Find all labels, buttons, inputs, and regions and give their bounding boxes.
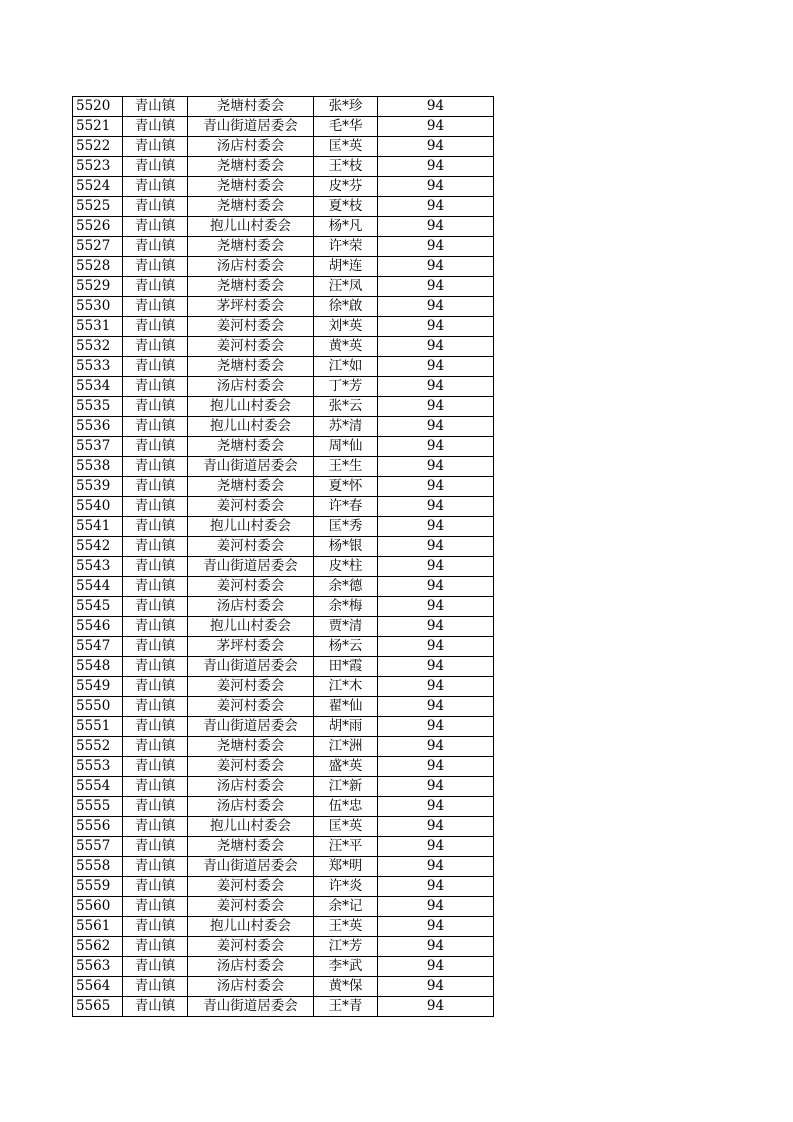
row-id-cell: 5559 (73, 877, 123, 897)
score-cell: 94 (378, 357, 494, 377)
row-id-cell: 5540 (73, 497, 123, 517)
row-id-cell: 5523 (73, 157, 123, 177)
score-cell: 94 (378, 817, 494, 837)
table-row (73, 117, 494, 137)
table-row (73, 757, 494, 777)
table-row (73, 977, 494, 997)
row-id-cell: 5560 (73, 897, 123, 917)
row-id-cell: 5542 (73, 537, 123, 557)
committee-cell: 姜河村委会 (188, 877, 314, 897)
row-id-cell: 5557 (73, 837, 123, 857)
name-cell: 张*云 (314, 397, 378, 417)
town-cell: 青山镇 (123, 897, 188, 917)
score-cell: 94 (378, 137, 494, 157)
name-cell: 苏*清 (314, 417, 378, 437)
name-cell: 江*如 (314, 357, 378, 377)
committee-cell: 汤店村委会 (188, 977, 314, 997)
score-cell: 94 (378, 157, 494, 177)
row-id-cell: 5526 (73, 217, 123, 237)
town-cell: 青山镇 (123, 177, 188, 197)
row-id-cell: 5522 (73, 137, 123, 157)
table-row (73, 697, 494, 717)
row-id-cell: 5544 (73, 577, 123, 597)
table-row (73, 277, 494, 297)
committee-cell: 抱儿山村委会 (188, 817, 314, 837)
name-cell: 许*炎 (314, 877, 378, 897)
town-cell: 青山镇 (123, 657, 188, 677)
town-cell: 青山镇 (123, 97, 188, 117)
committee-cell: 汤店村委会 (188, 957, 314, 977)
committee-cell: 姜河村委会 (188, 337, 314, 357)
committee-cell: 姜河村委会 (188, 757, 314, 777)
name-cell: 汪*凤 (314, 277, 378, 297)
score-cell: 94 (378, 277, 494, 297)
row-id-cell: 5561 (73, 917, 123, 937)
town-cell: 青山镇 (123, 457, 188, 477)
score-cell: 94 (378, 717, 494, 737)
committee-cell: 汤店村委会 (188, 797, 314, 817)
name-cell: 许*春 (314, 497, 378, 517)
committee-cell: 尧塘村委会 (188, 357, 314, 377)
score-cell: 94 (378, 437, 494, 457)
score-cell: 94 (378, 597, 494, 617)
table-row (73, 717, 494, 737)
score-cell: 94 (378, 197, 494, 217)
name-cell: 黄*保 (314, 977, 378, 997)
score-cell: 94 (378, 617, 494, 637)
town-cell: 青山镇 (123, 737, 188, 757)
score-cell: 94 (378, 457, 494, 477)
committee-cell: 青山街道居委会 (188, 997, 314, 1017)
committee-cell: 尧塘村委会 (188, 737, 314, 757)
table-row (73, 997, 494, 1017)
table-row (73, 937, 494, 957)
score-cell: 94 (378, 337, 494, 357)
row-id-cell: 5531 (73, 317, 123, 337)
row-id-cell: 5527 (73, 237, 123, 257)
row-id-cell: 5564 (73, 977, 123, 997)
score-cell: 94 (378, 697, 494, 717)
committee-cell: 青山街道居委会 (188, 557, 314, 577)
name-cell: 周*仙 (314, 437, 378, 457)
name-cell: 贾*清 (314, 617, 378, 637)
town-cell: 青山镇 (123, 217, 188, 237)
score-cell: 94 (378, 917, 494, 937)
committee-cell: 抱儿山村委会 (188, 217, 314, 237)
table-row (73, 97, 494, 117)
table-row (73, 917, 494, 937)
score-cell: 94 (378, 317, 494, 337)
score-cell: 94 (378, 877, 494, 897)
row-id-cell: 5565 (73, 997, 123, 1017)
table-row (73, 957, 494, 977)
name-cell: 郑*明 (314, 857, 378, 877)
committee-cell: 抱儿山村委会 (188, 417, 314, 437)
score-cell: 94 (378, 257, 494, 277)
table-row (73, 517, 494, 537)
name-cell: 翟*仙 (314, 697, 378, 717)
town-cell: 青山镇 (123, 797, 188, 817)
row-id-cell: 5521 (73, 117, 123, 137)
score-cell: 94 (378, 777, 494, 797)
name-cell: 许*荣 (314, 237, 378, 257)
town-cell: 青山镇 (123, 497, 188, 517)
table-row (73, 577, 494, 597)
table-row (73, 397, 494, 417)
town-cell: 青山镇 (123, 717, 188, 737)
town-cell: 青山镇 (123, 397, 188, 417)
table-row (73, 737, 494, 757)
name-cell: 李*武 (314, 957, 378, 977)
row-id-cell: 5554 (73, 777, 123, 797)
committee-cell: 姜河村委会 (188, 897, 314, 917)
table-row (73, 377, 494, 397)
committee-cell: 姜河村委会 (188, 317, 314, 337)
committee-cell: 姜河村委会 (188, 677, 314, 697)
town-cell: 青山镇 (123, 937, 188, 957)
row-id-cell: 5543 (73, 557, 123, 577)
row-id-cell: 5520 (73, 97, 123, 117)
score-cell: 94 (378, 897, 494, 917)
row-id-cell: 5534 (73, 377, 123, 397)
score-cell: 94 (378, 737, 494, 757)
score-cell: 94 (378, 397, 494, 417)
score-cell: 94 (378, 857, 494, 877)
row-id-cell: 5528 (73, 257, 123, 277)
committee-cell: 青山街道居委会 (188, 857, 314, 877)
committee-cell: 姜河村委会 (188, 577, 314, 597)
table-row (73, 817, 494, 837)
name-cell: 徐*啟 (314, 297, 378, 317)
name-cell: 皮*柱 (314, 557, 378, 577)
row-id-cell: 5536 (73, 417, 123, 437)
name-cell: 汪*平 (314, 837, 378, 857)
table-row (73, 357, 494, 377)
committee-cell: 汤店村委会 (188, 377, 314, 397)
name-cell: 杨*银 (314, 537, 378, 557)
table-row (73, 157, 494, 177)
town-cell: 青山镇 (123, 917, 188, 937)
committee-cell: 尧塘村委会 (188, 197, 314, 217)
town-cell: 青山镇 (123, 617, 188, 637)
name-cell: 丁*芳 (314, 377, 378, 397)
name-cell: 江*新 (314, 777, 378, 797)
committee-cell: 尧塘村委会 (188, 97, 314, 117)
name-cell: 杨*云 (314, 637, 378, 657)
name-cell: 皮*芬 (314, 177, 378, 197)
town-cell: 青山镇 (123, 517, 188, 537)
table-row (73, 477, 494, 497)
row-id-cell: 5549 (73, 677, 123, 697)
committee-cell: 汤店村委会 (188, 597, 314, 617)
score-cell: 94 (378, 377, 494, 397)
table-row (73, 337, 494, 357)
table-row (73, 617, 494, 637)
town-cell: 青山镇 (123, 777, 188, 797)
score-cell: 94 (378, 557, 494, 577)
name-cell: 胡*雨 (314, 717, 378, 737)
score-cell: 94 (378, 117, 494, 137)
committee-cell: 青山街道居委会 (188, 717, 314, 737)
town-cell: 青山镇 (123, 317, 188, 337)
score-cell: 94 (378, 177, 494, 197)
town-cell: 青山镇 (123, 577, 188, 597)
row-id-cell: 5556 (73, 817, 123, 837)
row-id-cell: 5547 (73, 637, 123, 657)
row-id-cell: 5546 (73, 617, 123, 637)
row-id-cell: 5539 (73, 477, 123, 497)
town-cell: 青山镇 (123, 977, 188, 997)
name-cell: 伍*忠 (314, 797, 378, 817)
table-row (73, 557, 494, 577)
town-cell: 青山镇 (123, 757, 188, 777)
row-id-cell: 5563 (73, 957, 123, 977)
table-row (73, 217, 494, 237)
row-id-cell: 5537 (73, 437, 123, 457)
name-cell: 盛*英 (314, 757, 378, 777)
town-cell: 青山镇 (123, 817, 188, 837)
row-id-cell: 5541 (73, 517, 123, 537)
name-cell: 张*珍 (314, 97, 378, 117)
row-id-cell: 5562 (73, 937, 123, 957)
row-id-cell: 5550 (73, 697, 123, 717)
name-cell: 毛*华 (314, 117, 378, 137)
name-cell: 江*木 (314, 677, 378, 697)
committee-cell: 尧塘村委会 (188, 157, 314, 177)
row-id-cell: 5545 (73, 597, 123, 617)
row-id-cell: 5524 (73, 177, 123, 197)
name-cell: 杨*凡 (314, 217, 378, 237)
town-cell: 青山镇 (123, 677, 188, 697)
table-row (73, 297, 494, 317)
name-cell: 余*德 (314, 577, 378, 597)
score-cell: 94 (378, 837, 494, 857)
table-body (73, 97, 494, 1017)
table-row (73, 597, 494, 617)
committee-cell: 汤店村委会 (188, 137, 314, 157)
table-row (73, 897, 494, 917)
name-cell: 王*生 (314, 457, 378, 477)
row-id-cell: 5553 (73, 757, 123, 777)
row-id-cell: 5558 (73, 857, 123, 877)
table-row (73, 677, 494, 697)
committee-cell: 尧塘村委会 (188, 837, 314, 857)
name-cell: 胡*连 (314, 257, 378, 277)
table-row (73, 197, 494, 217)
score-cell: 94 (378, 297, 494, 317)
row-id-cell: 5548 (73, 657, 123, 677)
committee-cell: 尧塘村委会 (188, 177, 314, 197)
committee-cell: 抱儿山村委会 (188, 917, 314, 937)
town-cell: 青山镇 (123, 257, 188, 277)
town-cell: 青山镇 (123, 297, 188, 317)
town-cell: 青山镇 (123, 157, 188, 177)
table-row (73, 237, 494, 257)
town-cell: 青山镇 (123, 137, 188, 157)
name-cell: 黄*英 (314, 337, 378, 357)
data-table (72, 96, 494, 1017)
town-cell: 青山镇 (123, 437, 188, 457)
table-row (73, 837, 494, 857)
score-cell: 94 (378, 957, 494, 977)
committee-cell: 抱儿山村委会 (188, 397, 314, 417)
town-cell: 青山镇 (123, 597, 188, 617)
score-cell: 94 (378, 937, 494, 957)
town-cell: 青山镇 (123, 117, 188, 137)
town-cell: 青山镇 (123, 417, 188, 437)
town-cell: 青山镇 (123, 477, 188, 497)
row-id-cell: 5525 (73, 197, 123, 217)
table-row (73, 257, 494, 277)
committee-cell: 茅坪村委会 (188, 637, 314, 657)
name-cell: 田*霞 (314, 657, 378, 677)
row-id-cell: 5551 (73, 717, 123, 737)
table-row (73, 857, 494, 877)
row-id-cell: 5533 (73, 357, 123, 377)
table-row (73, 497, 494, 517)
score-cell: 94 (378, 577, 494, 597)
town-cell: 青山镇 (123, 357, 188, 377)
town-cell: 青山镇 (123, 957, 188, 977)
committee-cell: 姜河村委会 (188, 697, 314, 717)
committee-cell: 抱儿山村委会 (188, 617, 314, 637)
table-row (73, 537, 494, 557)
committee-cell: 抱儿山村委会 (188, 517, 314, 537)
committee-cell: 尧塘村委会 (188, 237, 314, 257)
name-cell: 王*青 (314, 997, 378, 1017)
name-cell: 匡*英 (314, 137, 378, 157)
committee-cell: 茅坪村委会 (188, 297, 314, 317)
committee-cell: 尧塘村委会 (188, 477, 314, 497)
score-cell: 94 (378, 97, 494, 117)
table-row (73, 437, 494, 457)
row-id-cell: 5538 (73, 457, 123, 477)
town-cell: 青山镇 (123, 277, 188, 297)
score-cell: 94 (378, 517, 494, 537)
table-row (73, 877, 494, 897)
name-cell: 刘*英 (314, 317, 378, 337)
town-cell: 青山镇 (123, 837, 188, 857)
name-cell: 王*枝 (314, 157, 378, 177)
town-cell: 青山镇 (123, 857, 188, 877)
row-id-cell: 5532 (73, 337, 123, 357)
table-row (73, 137, 494, 157)
score-cell: 94 (378, 217, 494, 237)
table-row (73, 657, 494, 677)
town-cell: 青山镇 (123, 377, 188, 397)
name-cell: 夏*怀 (314, 477, 378, 497)
committee-cell: 姜河村委会 (188, 497, 314, 517)
score-cell: 94 (378, 477, 494, 497)
table-row (73, 637, 494, 657)
row-id-cell: 5535 (73, 397, 123, 417)
committee-cell: 青山街道居委会 (188, 657, 314, 677)
town-cell: 青山镇 (123, 537, 188, 557)
table-row (73, 417, 494, 437)
name-cell: 余*记 (314, 897, 378, 917)
row-id-cell: 5529 (73, 277, 123, 297)
score-cell: 94 (378, 977, 494, 997)
committee-cell: 姜河村委会 (188, 537, 314, 557)
committee-cell: 尧塘村委会 (188, 437, 314, 457)
score-cell: 94 (378, 537, 494, 557)
committee-cell: 姜河村委会 (188, 937, 314, 957)
score-cell: 94 (378, 657, 494, 677)
committee-cell: 青山街道居委会 (188, 457, 314, 477)
score-cell: 94 (378, 757, 494, 777)
row-id-cell: 5552 (73, 737, 123, 757)
score-cell: 94 (378, 417, 494, 437)
town-cell: 青山镇 (123, 197, 188, 217)
table-row (73, 317, 494, 337)
name-cell: 江*芳 (314, 937, 378, 957)
town-cell: 青山镇 (123, 337, 188, 357)
name-cell: 匡*英 (314, 817, 378, 837)
committee-cell: 尧塘村委会 (188, 277, 314, 297)
committee-cell: 汤店村委会 (188, 257, 314, 277)
table-row (73, 797, 494, 817)
committee-cell: 汤店村委会 (188, 777, 314, 797)
score-cell: 94 (378, 637, 494, 657)
name-cell: 匡*秀 (314, 517, 378, 537)
table-row (73, 777, 494, 797)
score-cell: 94 (378, 677, 494, 697)
row-id-cell: 5555 (73, 797, 123, 817)
town-cell: 青山镇 (123, 637, 188, 657)
town-cell: 青山镇 (123, 237, 188, 257)
table-row (73, 457, 494, 477)
row-id-cell: 5530 (73, 297, 123, 317)
town-cell: 青山镇 (123, 557, 188, 577)
score-cell: 94 (378, 497, 494, 517)
score-cell: 94 (378, 797, 494, 817)
score-cell: 94 (378, 997, 494, 1017)
score-cell: 94 (378, 237, 494, 257)
table-row (73, 177, 494, 197)
name-cell: 江*洲 (314, 737, 378, 757)
town-cell: 青山镇 (123, 697, 188, 717)
town-cell: 青山镇 (123, 877, 188, 897)
committee-cell: 青山街道居委会 (188, 117, 314, 137)
name-cell: 余*梅 (314, 597, 378, 617)
town-cell: 青山镇 (123, 997, 188, 1017)
name-cell: 王*英 (314, 917, 378, 937)
name-cell: 夏*枝 (314, 197, 378, 217)
